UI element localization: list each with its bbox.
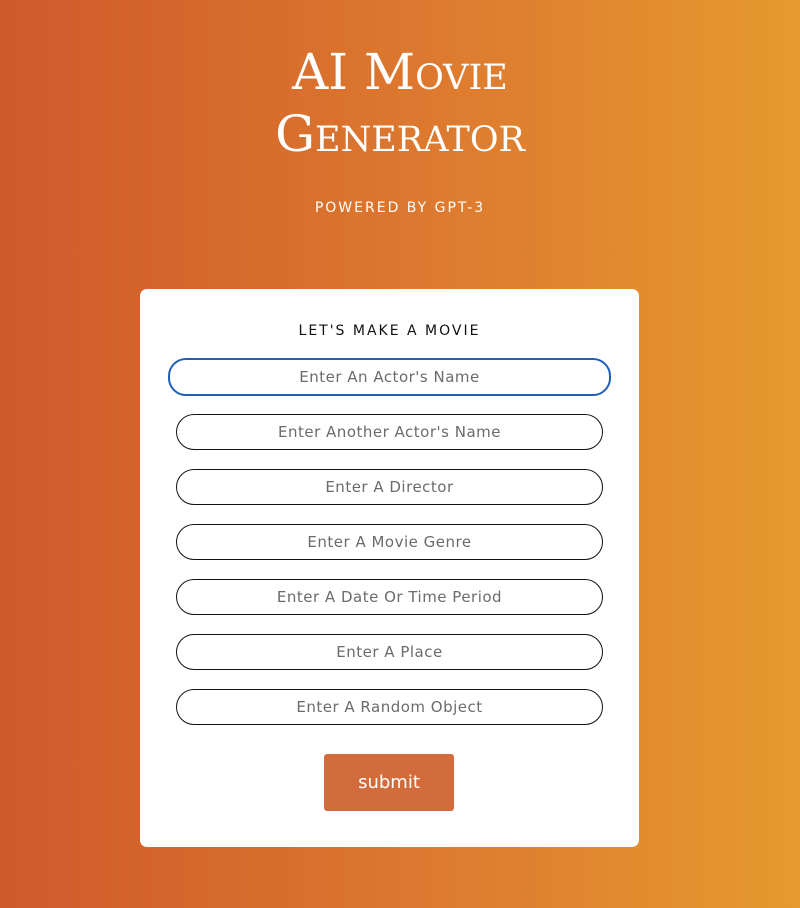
date-or-time-period-input[interactable]: Enter A Date Or Time Period [176,579,603,615]
movie-form-card [140,289,639,847]
movie-genre-input[interactable]: Enter A Movie Genre [176,524,603,560]
form-heading: LET'S MAKE A MOVIE [298,323,481,339]
actor-name-input[interactable]: Enter An Actor's Name [168,358,611,396]
page-subtitle: POWERED BY GPT-3 [314,200,486,216]
director-input[interactable]: Enter A Director [176,469,603,505]
another-actor-name-input[interactable]: Enter Another Actor's Name [176,414,603,450]
place-input[interactable]: Enter A Place [176,634,603,670]
page-title-line-2: Generator [275,105,525,163]
random-object-input[interactable]: Enter A Random Object [176,689,603,725]
submit-button[interactable]: submit [324,754,454,811]
page-title-line-1: AI Movie [292,43,508,101]
